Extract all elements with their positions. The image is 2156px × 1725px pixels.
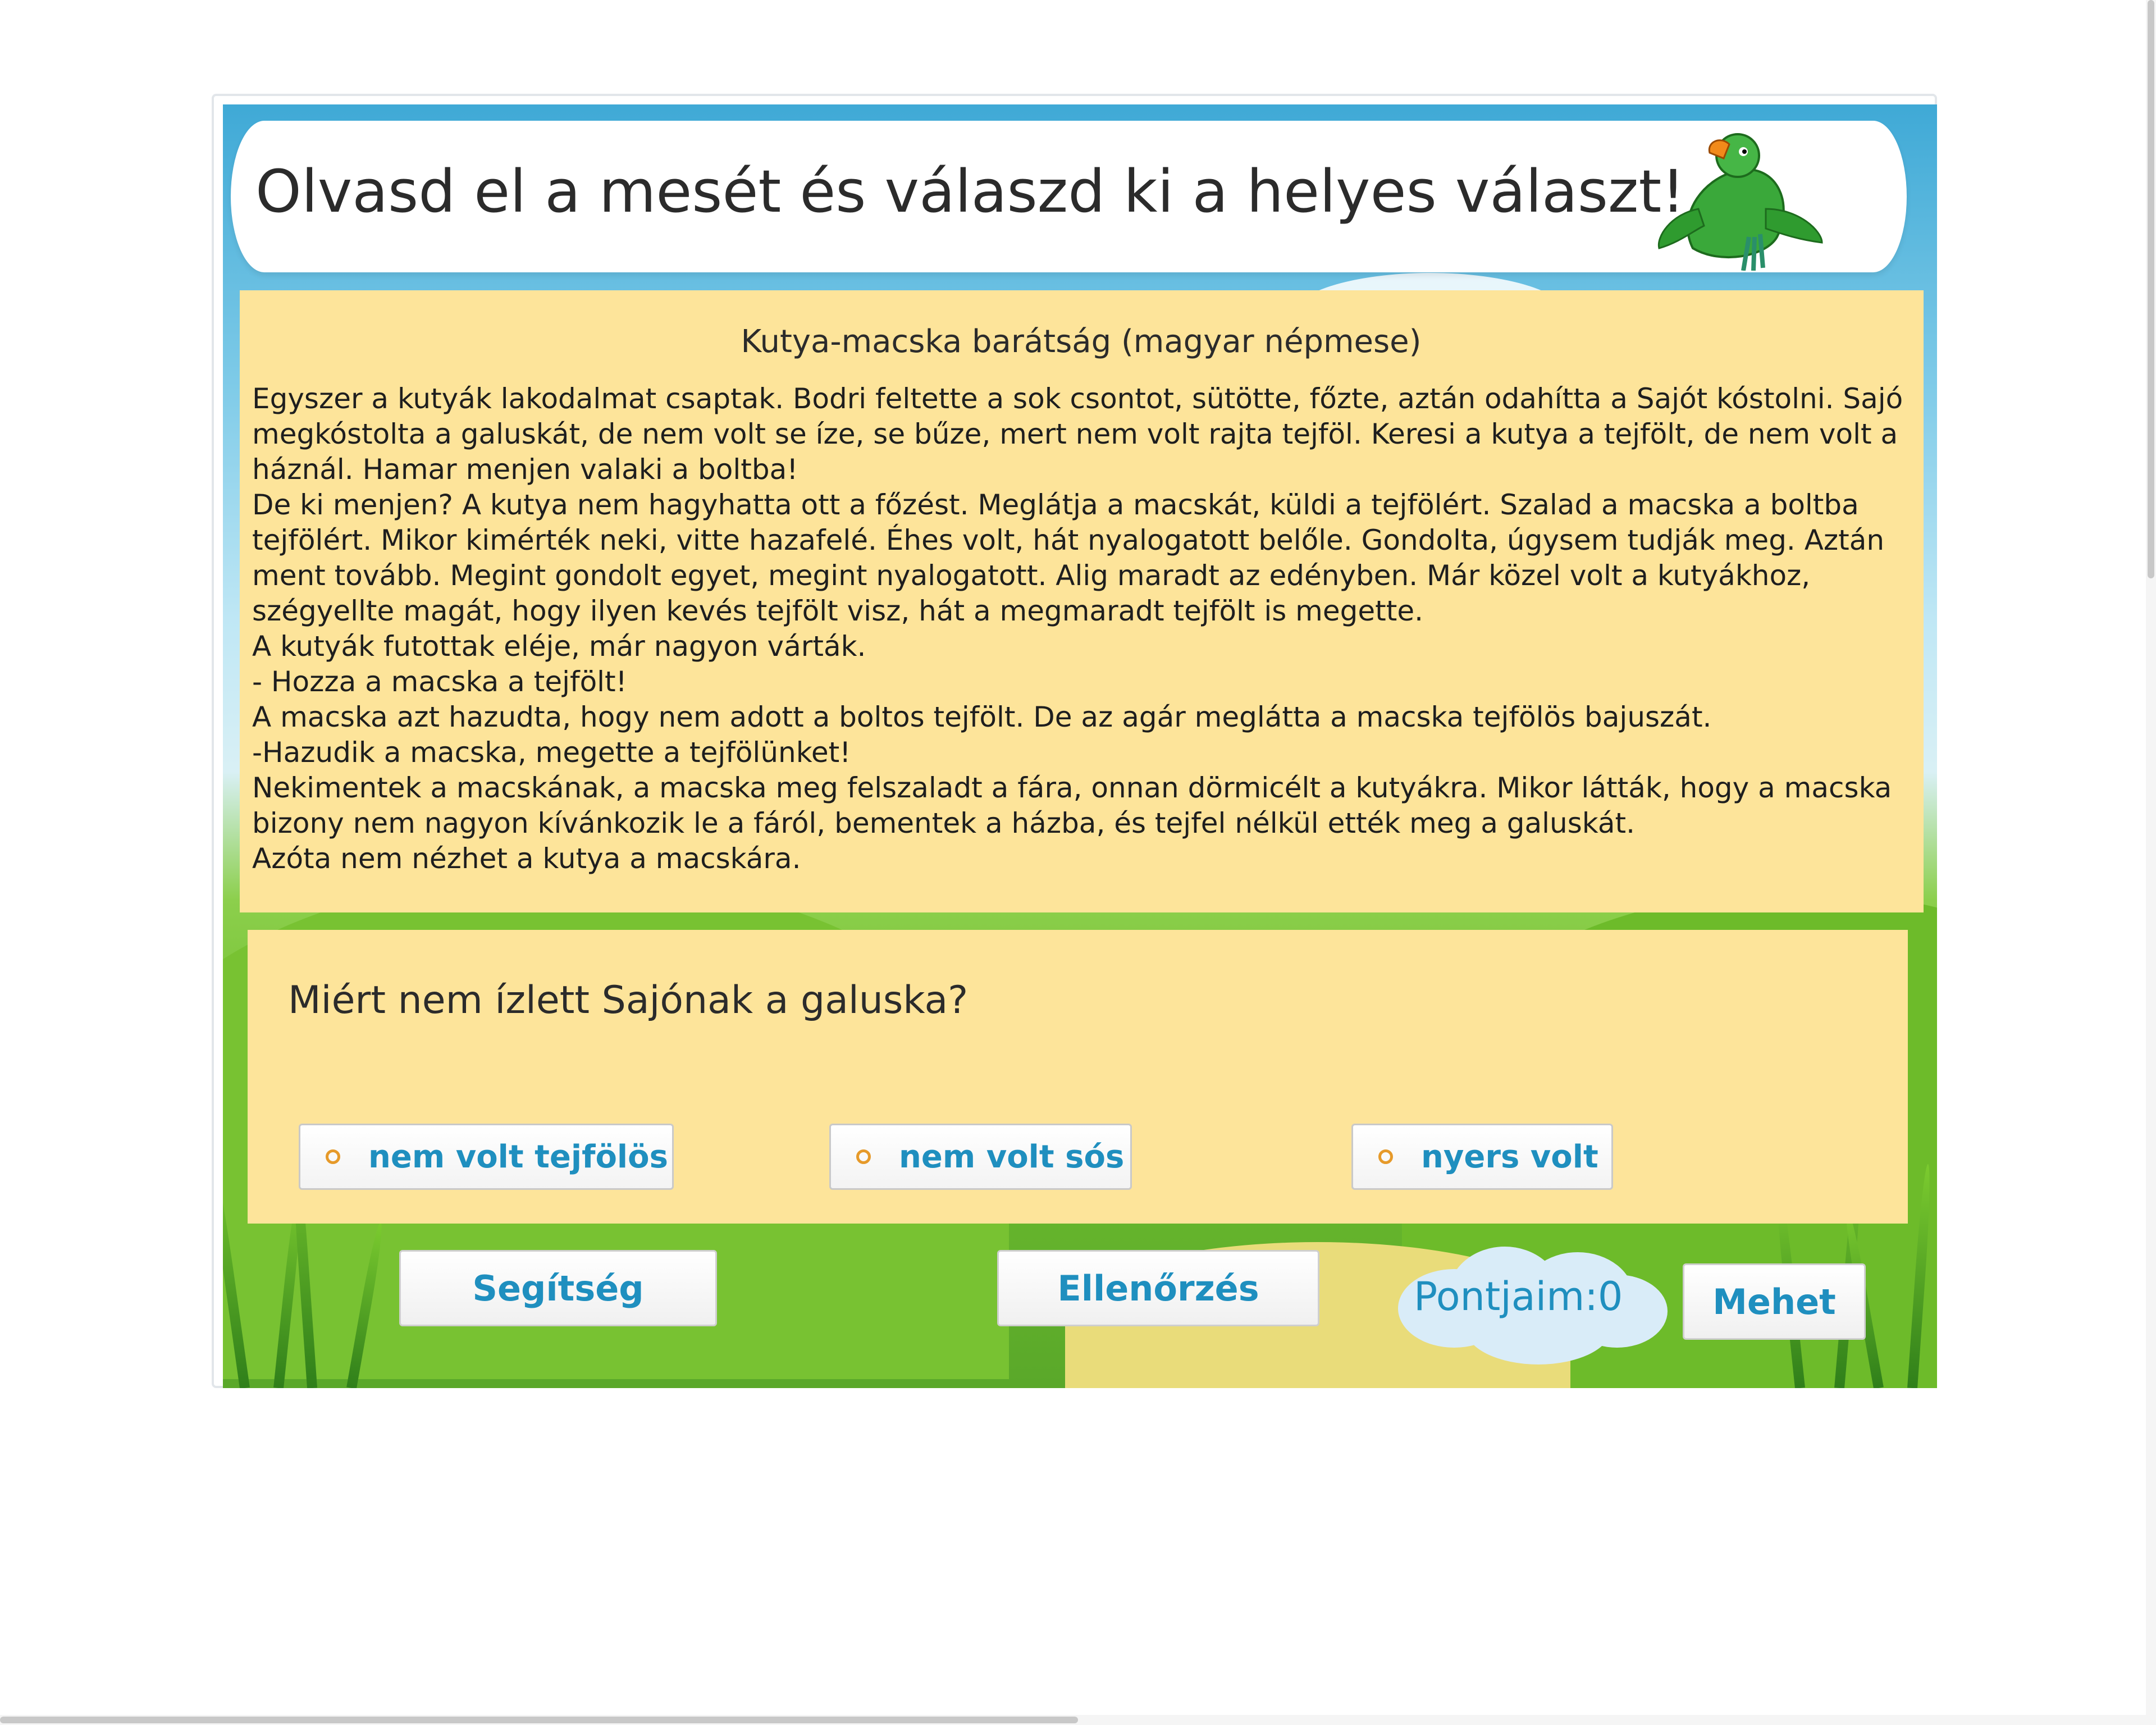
story-paragraph: -Hazudik a macska, megette a tejfölünket! [252,736,851,769]
answer-option-2[interactable] [829,1124,1132,1190]
story-paragraph: Azóta nem nézhet a kutya a macskára. [252,842,801,875]
parrot-icon [1653,130,1828,271]
answer-label: nyers volt [1421,1138,1598,1175]
answer-option-1[interactable] [299,1124,674,1190]
question-text: Miért nem ízlett Sajónak a galuska? [288,978,969,1023]
answer-option-3[interactable] [1351,1124,1613,1190]
story-title: Kutya-macska barátság (magyar népmese) [741,323,1422,360]
question-panel [248,930,1908,1224]
story-paragraph: Egyszer a kutyák lakodalmat csaptak. Bodri feltette a sok csontot, sütötte, főzte, aztán odahítta a Sajót kóstolni. Sajó megkóstolta a galuskát, de nem volt se íze, se bűze, mert nem volt rajta tejföl. Keresi a kutya a tejfölt, de nem volt a háznál. Hamar menjen valaki a boltba! [252,382,1903,486]
page-title: Olvasd el a mesét és válaszd ki a helyes választ! [255,157,1685,226]
help-button[interactable]: Segítség [399,1250,717,1326]
radio-icon[interactable] [1378,1149,1393,1164]
radio-icon[interactable] [326,1149,340,1164]
vertical-scrollbar[interactable] [2146,0,2156,1725]
story-paragraph: De ki menjen? A kutya nem hagyhatta ott a főzést. Meglátja a macskát, küldi a tejfölért. Szalad a macska a boltba tejfölért. Mikor kimérték neki, vitte hazafelé. Éhes volt, hát nyalogatott belőle. Gondolta, úgysem tudják meg. Aztán ment tovább. Megint gondolt egyet, megint nyalogatott. Alig maradt az edényben. Már közel volt a kutyákhoz, szégyellte magát, hogy ilyen kevés tejfölt visz, hát a megmaradt tejfölt is megette. [252,489,1885,627]
story-panel [240,290,1924,912]
radio-icon[interactable] [856,1149,871,1164]
answer-label: nem volt tejfölös [368,1138,668,1175]
next-button[interactable]: Mehet [1683,1263,1866,1340]
story-paragraph: Nekimentek a macskának, a macska meg felszaladt a fára, onnan dörmicélt a kutyákra. Mikor látták, hogy a macska bizony nem nagyon kívánkozik le a fáról, bementek a házba, és tejfel nélkül ették meg a galuskát. [252,772,1892,839]
answer-label: nem volt sós [899,1138,1125,1175]
check-button[interactable]: Ellenőrzés [997,1250,1319,1326]
story-paragraph: A kutyák futottak eléje, már nagyon várták. [252,630,866,663]
story-paragraph: A macska azt hazudta, hogy nem adott a boltos tejfölt. De az agár meglátta a macska tejfölös bajuszát. [252,701,1712,733]
scrollbar-thumb[interactable] [0,1717,1078,1723]
horizontal-scrollbar[interactable] [0,1715,2146,1725]
story-paragraph: - Hozza a macska a tejfölt! [252,665,627,698]
scrollbar-thumb[interactable] [2148,0,2154,578]
story-text [252,381,1910,877]
score-display: Pontjaim:0 [1414,1274,1623,1320]
